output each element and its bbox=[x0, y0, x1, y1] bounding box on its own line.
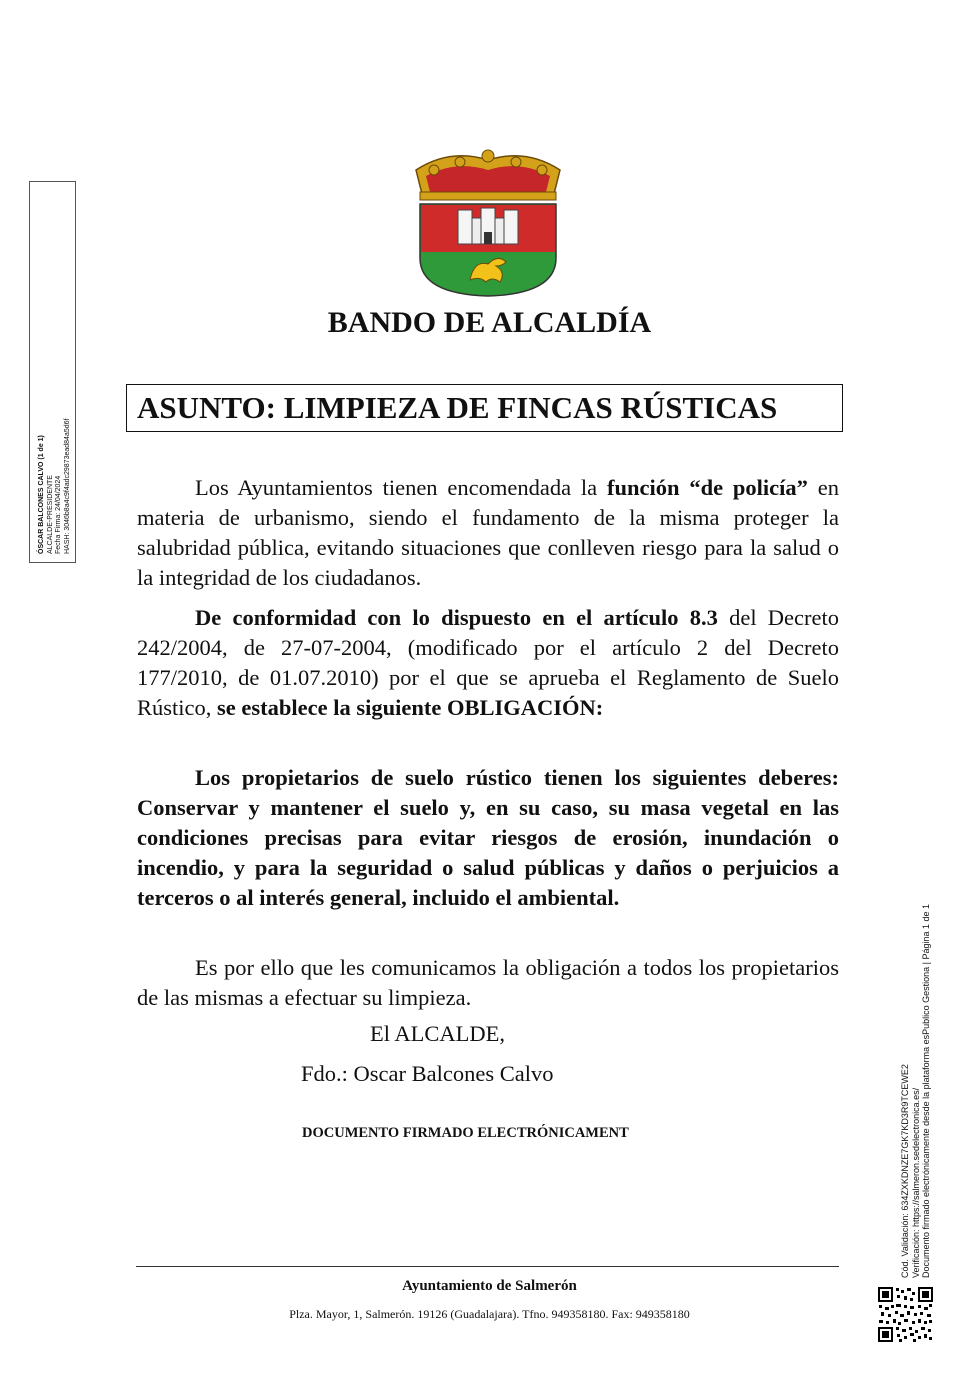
alcalde-label: El ALCALDE, bbox=[370, 1021, 505, 1046]
coat-of-arms-icon bbox=[410, 148, 566, 298]
verification-url: Verificación: https://salmeron.sedelectronica.es/ bbox=[910, 1087, 921, 1278]
signer-name: ÓSCAR BALCONES CALVO (1 de 1) bbox=[38, 435, 45, 554]
electronic-signature-note: DOCUMENTO FIRMADO ELECTRÓNICAMENT bbox=[302, 1125, 629, 1141]
validation-text bbox=[900, 858, 932, 1278]
p1-bold-1: función “de policía” bbox=[606, 475, 808, 500]
paragraph-2 bbox=[137, 603, 839, 723]
p2-bold-2: se establece la siguiente OBLIGACIÓN: bbox=[217, 695, 604, 720]
p1-text-1: Los Ayuntamientos tienen encomendada la bbox=[195, 475, 607, 500]
p2-text-1: del Decreto 242/2004, de 27-07-2004, (modificado por el artículo 2 del Decreto 177/2010, de 01.07.2010) por el que se aprueba el Reglamento de Suelo Rústico, bbox=[137, 605, 839, 720]
page-title: BANDO DE ALCALDÍA bbox=[327, 306, 652, 339]
paragraph-3 bbox=[137, 763, 839, 913]
signer-line: Fdo.: Oscar Balcones Calvo bbox=[301, 1061, 554, 1086]
subject-box: ASUNTO: LIMPIEZA DE FINCAS RÚSTICAS bbox=[126, 384, 843, 432]
signature-hash: HASH: 3046b8a4c9f4adc29873ead84a5d6f bbox=[63, 418, 71, 554]
signature-date: Fecha Firma: 24/04/2024 bbox=[55, 475, 62, 554]
qr-code-icon bbox=[877, 1286, 934, 1343]
validation-code: Cód. Validación: 634ZXKDNZE7GK7KD3R9TCEWE2 bbox=[900, 1064, 910, 1278]
paragraph-4 bbox=[137, 953, 839, 1013]
p1-text-2: en materia de urbanismo, siendo el fundamento de la misma proteger la salubridad pública, evitando situaciones que conlleven riesgo para la salud o la integridad de los ciudadanos. bbox=[137, 475, 839, 590]
footer-ayuntamiento: Ayuntamiento de Salmerón bbox=[402, 1278, 577, 1294]
footer-divider bbox=[136, 1266, 839, 1267]
p2-bold-1: De conformidad con lo dispuesto en el artículo 8.3 bbox=[195, 605, 718, 630]
footer-address: Plza. Mayor, 1, Salmerón. 19126 (Guadalajara). Tfno. 949358180. Fax: 949358180 bbox=[289, 1307, 690, 1321]
platform-note: Documento firmado electrónicamente desde la plataforma esPublico Gestiona | Página 1 de 1 bbox=[921, 903, 931, 1278]
signer-role: ALCALDE-PRESIDENTE bbox=[46, 475, 54, 554]
paragraph-1 bbox=[137, 473, 839, 593]
p3-text: Los propietarios de suelo rústico tienen los siguientes deberes: Conservar y mantener el suelo y, en su caso, su masa vegetal en las condiciones precisas para evitar riesgos de erosión, inundación o incendio, y para la seguridad o salud públicas y daños o perjuicios a terceros o al interés general, incluido el ambiental. bbox=[137, 765, 839, 910]
signature-text bbox=[38, 194, 72, 554]
p4-text: Es por ello que les comunicamos la obligación a todos los propietarios de las mismas a efectuar su limpieza. bbox=[137, 955, 839, 1010]
signature-box bbox=[29, 181, 76, 563]
